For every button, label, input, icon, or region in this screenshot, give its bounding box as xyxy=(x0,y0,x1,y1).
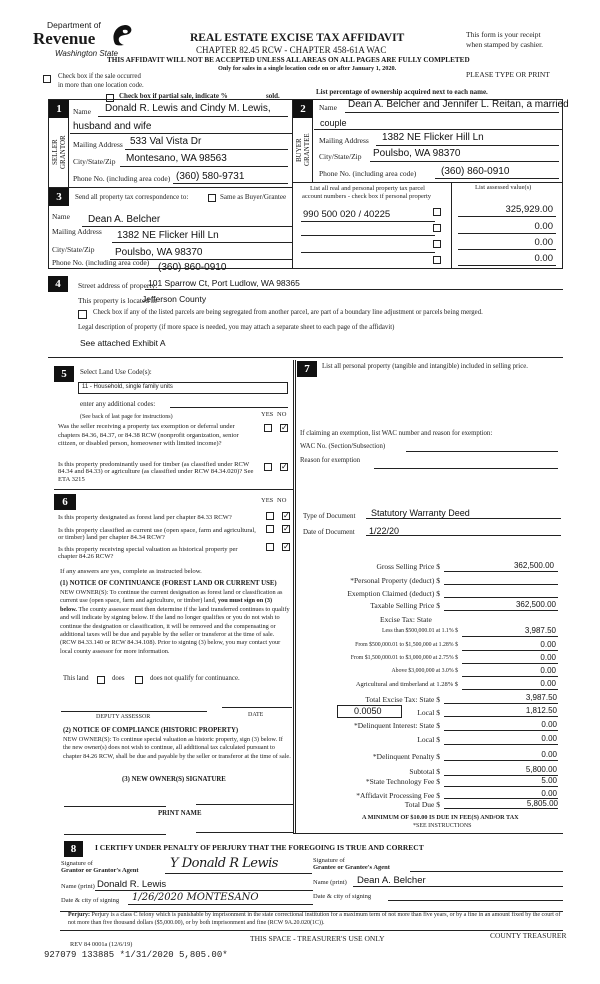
assessor-date-label: DATE xyxy=(248,712,264,718)
delinquent-state-label: *Delinquent Interest: State $ xyxy=(353,721,440,730)
q6-historical-yes[interactable] xyxy=(266,543,274,551)
bracket-ag[interactable]: 0.00 xyxy=(540,679,556,688)
form-only-for: Only for sales in a single location code on or after January 1, 2020. xyxy=(218,65,397,72)
notice-2-title: (2) NOTICE OF COMPLIANCE (HISTORIC PROPERTY) xyxy=(63,727,239,734)
doc-date[interactable]: 1/22/20 xyxy=(369,526,400,536)
q6-forest: Is this property designated as forest land per chapter 84.33 RCW? xyxy=(58,514,232,521)
buyer-city-label: City/State/Zip xyxy=(319,152,362,161)
county-treasurer: COUNTY TREASURER xyxy=(490,931,567,940)
total-state[interactable]: 3,987.50 xyxy=(525,693,557,702)
reason-label: Reason for exemption xyxy=(300,457,361,464)
receipt-note-2: when stamped by cashier. xyxy=(466,40,544,49)
notice-1-body-b: The county assessor must then determine if the land transferred continues to qualify and will indicate by signing below. If the land no longer qualifies or you do not wish to continue the designation or classification, it will be removed and the compensating or additional taxes will be due and payable by the seller or transferor at the time of sale. (RCW 84.33.140 or RCW 84.34.108). Prior to signing (3) below, you may contact your local county assessor for more information. xyxy=(60,605,290,655)
cashier-stamp: 927079 133885 *1/31/2020 5,805.00* xyxy=(44,950,228,960)
buyer-name-line2[interactable]: couple xyxy=(320,118,347,128)
send-correspondence-label: Send all property tax correspondence to: xyxy=(75,193,189,201)
subtotal-label: Subtotal $ xyxy=(409,767,440,776)
corr-name[interactable]: Dean A. Belcher xyxy=(88,214,161,225)
section-7-number: 7 xyxy=(297,361,317,377)
local-tax[interactable]: 1,812.50 xyxy=(525,706,557,715)
receipt-note-1: This form is your receipt xyxy=(466,30,541,39)
land-use-label: Select Land Use Code(s): xyxy=(80,368,152,376)
land-use-select[interactable] xyxy=(78,382,288,394)
does-not-label: does not qualify for continuance. xyxy=(150,675,240,682)
personal-property-deduct-field[interactable] xyxy=(444,584,558,585)
bracket-4-label: Above $3,000,000 at 3.0% $ xyxy=(391,668,458,674)
grantor-signature[interactable]: Y Donald R Lewis xyxy=(170,856,278,871)
personal-property-list-label: List all personal property (tangible and intangible) included in selling price. xyxy=(322,363,528,370)
same-as-buyer-checkbox[interactable] xyxy=(208,194,216,202)
notice-2-body: NEW OWNER(S): To continue special valuation as historic property, sign (3) below. If the new owner(s) does not wish to continue, all additional tax calculated pursuant to chapter 84.26 RCW, shall be due and payable by the seller or transferor at the time of sale. xyxy=(63,736,291,760)
total-due[interactable]: 5,805.00 xyxy=(526,799,558,808)
bracket-ag-label: Agricultural and timberland at 1.28% $ xyxy=(355,681,458,688)
grantee-date-field[interactable] xyxy=(388,900,563,901)
multi-location-label-2: in more than one location code. xyxy=(58,82,144,89)
penalty[interactable]: 0.00 xyxy=(541,750,557,759)
local-label: Local $ xyxy=(417,708,440,717)
assessed-value[interactable]: 325,929.00 xyxy=(505,204,553,215)
section-2-number: 2 xyxy=(293,100,313,118)
partial-sale-sold: sold. xyxy=(266,92,280,100)
q5-exemption: Was the seller receiving a property tax exemption or deferral under chapters 84.36, 84.37, or 84.38 RCW (nonprofit organization, senior citizen, or disabled person, homeowner with limited income)? xyxy=(58,423,239,448)
personal-property-checkbox[interactable] xyxy=(433,240,441,248)
section-5-number: 5 xyxy=(54,366,74,382)
additional-codes-label: enter any additional codes: xyxy=(80,400,156,408)
bracket-2[interactable]: 0.00 xyxy=(540,640,556,649)
delinquent-local[interactable]: 0.00 xyxy=(541,734,557,743)
form-warning: THIS AFFIDAVIT WILL NOT BE ACCEPTED UNLESS ALL AREAS ON ALL PAGES ARE FULLY COMPLETED xyxy=(107,56,470,64)
corr-phone[interactable]: (360) 860-0910 xyxy=(158,262,227,273)
if-any-yes: If any answers are yes, complete as instructed below. xyxy=(60,568,202,575)
notice-1-body-a: NEW OWNER(S): To continue the current designation as forest land or classification as current use (open space, farm and agriculture, or timber) land, xyxy=(60,589,283,605)
buyer-name-line1[interactable]: Dean A. Belcher and Jennifer L. Reitan, a married xyxy=(348,99,569,110)
same-as-buyer-label: Same as Buyer/Grantee xyxy=(220,193,287,201)
perjury-notice xyxy=(68,911,562,927)
processing-fee[interactable]: 0.00 xyxy=(541,789,557,798)
this-land-label: This land xyxy=(63,675,89,682)
form-id: REV 84 0001a (12/6/19) xyxy=(70,941,133,948)
seller-mailing[interactable]: 533 Val Vista Dr xyxy=(130,136,202,147)
q6-current-use-yes[interactable] xyxy=(266,525,274,533)
new-owner-signature-label: (3) NEW OWNER(S) SIGNATURE xyxy=(122,776,226,783)
print-name-label: PRINT NAME xyxy=(158,810,202,817)
taxable-price-label: Taxable Selling Price $ xyxy=(370,601,440,610)
personal-property-deduct-label: *Personal Property (deduct) $ xyxy=(350,576,440,585)
grantee-date-label: Date & city of signing xyxy=(313,893,372,900)
see-back-note: (See back of last page for instructions) xyxy=(80,414,173,420)
grantor-sig-label-1: Signature of xyxy=(61,860,93,867)
delinquent-local-label: Local $ xyxy=(417,735,440,744)
corr-city[interactable]: Poulsbo, WA 98370 xyxy=(115,247,203,258)
form-chapter: CHAPTER 82.45 RCW - CHAPTER 458-61A WAC xyxy=(196,45,387,55)
notice-1-title: (1) NOTICE OF CONTINUANCE (FOREST LAND OR CURRENT USE) xyxy=(60,580,277,587)
seller-phone-label: Phone No. (including area code) xyxy=(73,174,171,183)
penalty-label: *Delinquent Penalty $ xyxy=(372,752,440,761)
q6-historical-no[interactable] xyxy=(282,543,290,551)
grantee-signature-field[interactable] xyxy=(410,871,563,872)
seller-grantor-label: SELLER GRANTOR xyxy=(51,135,67,169)
print-name-line-1[interactable] xyxy=(64,834,166,835)
q6-current-use-no[interactable] xyxy=(282,525,290,533)
legal-description-label: Legal description of property (if more space is needed, you may attach a separate sheet to each page of the affidavit) xyxy=(78,324,395,331)
section-1-number: 1 xyxy=(49,100,69,118)
buyer-phone-label: Phone No. (including area code) xyxy=(319,169,417,178)
delinquent-state[interactable]: 0.00 xyxy=(541,720,557,729)
exemption-label: If claiming an exemption, list WAC number and reason for exemption: xyxy=(300,430,493,437)
land-use-value: 11 - Household, single family units xyxy=(82,384,173,390)
ownership-note: List percentage of ownership acquired next to each name. xyxy=(316,88,488,96)
seller-name-label: Name xyxy=(73,107,91,116)
notice-1-body xyxy=(60,589,290,656)
gross-price[interactable]: 362,500.00 xyxy=(513,561,554,570)
bracket-2-label: From $500,000.01 to $1,500,000 at 1.28% $ xyxy=(355,642,458,648)
buyer-city[interactable]: Poulsbo, WA 98370 xyxy=(373,148,461,159)
total-state-label: Total Excise Tax: State $ xyxy=(365,695,440,704)
seller-name-line1[interactable]: Donald R. Lewis and Cindy M. Lewis, xyxy=(105,103,271,114)
print-name-line-2[interactable] xyxy=(196,832,293,833)
yes-header-5: YES xyxy=(261,411,274,418)
minimum-note: A MINIMUM OF $10.00 IS DUE IN FEE(S) AND/OR TAX xyxy=(362,814,519,821)
street-address[interactable]: 101 Sparrow Ct, Port Ludlow, WA 98365 xyxy=(148,278,300,288)
processing-fee-label: *Affidavit Processing Fee $ xyxy=(356,791,440,800)
yes-header-6: YES xyxy=(261,497,274,504)
parcel-number[interactable]: 990 500 020 / 40225 xyxy=(303,209,391,220)
new-owner-signature-line-1[interactable] xyxy=(64,806,166,807)
grantor-date-label: Date & city of signing xyxy=(61,897,120,904)
tech-fee[interactable]: 5.00 xyxy=(541,776,557,785)
buyer-mailing[interactable]: 1382 NE Flicker Hill Ln xyxy=(382,132,484,143)
notice-1-bold: you must sign on (3) below. xyxy=(60,597,273,613)
grantor-name[interactable]: Donald R. Lewis xyxy=(97,879,167,890)
no-header-6: NO xyxy=(277,497,287,504)
assessed-value[interactable]: 0.00 xyxy=(534,253,553,264)
assessed-value[interactable]: 0.00 xyxy=(534,221,553,232)
section-6-number: 6 xyxy=(54,494,76,510)
seller-phone[interactable]: (360) 580-9731 xyxy=(176,171,245,182)
buyer-mailing-label: Mailing Address xyxy=(319,136,369,145)
assessed-values-header: List assessed value(s) xyxy=(475,184,532,191)
form-title: REAL ESTATE EXCISE TAX AFFIDAVIT xyxy=(190,32,405,44)
additional-codes-field[interactable] xyxy=(170,406,288,408)
doc-date-label: Date of Document xyxy=(303,528,355,536)
bracket-4[interactable]: 0.00 xyxy=(540,666,556,675)
corr-mailing-label: Mailing Address xyxy=(52,227,102,236)
new-owner-signature-line-2[interactable] xyxy=(196,804,293,805)
land-does-checkbox[interactable] xyxy=(97,676,105,684)
bracket-3-label: From $1,500,000.01 to $3,000,000 at 2.75% $ xyxy=(350,655,458,661)
seller-name-line2[interactable]: husband and wife xyxy=(73,121,152,132)
logo-revenue: Revenue xyxy=(33,29,96,48)
seller-city-label: City/State/Zip xyxy=(73,157,116,166)
certify-statement: I CERTIFY UNDER PENALTY OF PERJURY THAT THE FOREGOING IS TRUE AND CORRECT xyxy=(95,843,424,852)
grantee-sig-label-1: Signature of xyxy=(313,857,345,864)
tech-fee-label: *State Technology Fee $ xyxy=(365,777,440,786)
q6-forest-yes[interactable] xyxy=(266,512,274,520)
wac-field[interactable] xyxy=(406,450,558,452)
located-in-label: This property is located in xyxy=(78,296,157,305)
reason-field[interactable] xyxy=(374,467,558,469)
multi-location-label-1: Check box if the sale occurred xyxy=(58,73,141,80)
exemption-deduct-label: Exemption Claimed (deduct) $ xyxy=(347,589,440,598)
doc-type[interactable]: Statutory Warranty Deed xyxy=(371,508,470,518)
q5-exemption-no[interactable] xyxy=(280,424,288,432)
doc-type-label: Type of Document xyxy=(303,512,356,520)
deputy-assessor-label: DEPUTY ASSESSOR xyxy=(96,714,151,720)
grantee-sig-label-2: Grantee or Grantee's Agent xyxy=(313,864,390,871)
grantee-name-label: Name (print) xyxy=(313,879,347,886)
section-4-number: 4 xyxy=(48,276,68,292)
section-3-number: 3 xyxy=(49,188,69,206)
multi-location-checkbox[interactable] xyxy=(43,75,51,83)
local-rate: 0.0050 xyxy=(354,706,382,716)
deputy-assessor-line[interactable] xyxy=(61,711,207,712)
personal-property-checkbox[interactable] xyxy=(433,224,441,232)
buyer-phone[interactable]: (360) 860-0910 xyxy=(441,166,510,177)
land-does-not-checkbox[interactable] xyxy=(135,676,143,684)
taxable-price[interactable]: 362,500.00 xyxy=(515,600,556,609)
buyer-name-label: Name xyxy=(319,103,337,112)
grantor-name-label: Name (print) xyxy=(61,883,95,890)
q6-current-use: Is this property classified as current use (open space, farm and agricultural, or timber) land per chapter 84.34 RCW? xyxy=(58,527,256,542)
partial-sale-label: Check box if partial sale, indicate % xyxy=(119,92,228,100)
q6-historical: Is this property receiving special valuation as historical property per chapter 84.26 RCW? xyxy=(58,546,238,561)
personal-property-checkbox[interactable] xyxy=(433,208,441,216)
total-due-label: Total Due $ xyxy=(404,800,440,809)
parcels-header-2: account numbers - check box if personal property xyxy=(302,193,432,200)
does-label: does xyxy=(112,675,125,682)
perjury-text: Perjury is a class C felony which is punishable by imprisonment in the state correctional institution for a maximum term of not more than five years, or by a fine in an amount fixed by the court of not more than five thousand dollars ($5,000.00), or by both imprisonment and fine (RCW 9A.20.020(1C)). xyxy=(68,912,561,927)
dor-swirl-logo-icon xyxy=(109,22,135,48)
assessor-date-line[interactable] xyxy=(222,707,292,708)
gross-price-label: Gross Selling Price $ xyxy=(376,562,440,571)
assessed-value[interactable]: 0.00 xyxy=(534,237,553,248)
wac-label: WAC No. (Section/Subsection) xyxy=(300,443,386,450)
corr-phone-label: Phone No. (including area code) xyxy=(52,258,150,267)
perjury-bold: Perjury: xyxy=(68,912,90,918)
seller-mailing-label: Mailing Address xyxy=(73,140,123,149)
grantor-sig-label-2: Grantor or Grantor's Agent xyxy=(61,867,139,874)
q5-exemption-yes[interactable] xyxy=(264,424,272,432)
please-type-or-print: PLEASE TYPE OR PRINT xyxy=(466,70,550,79)
corr-name-label: Name xyxy=(52,212,70,221)
q6-forest-no[interactable] xyxy=(282,512,290,520)
bracket-3[interactable]: 0.00 xyxy=(540,653,556,662)
subtotal[interactable]: 5,800.00 xyxy=(525,765,557,774)
bracket-1-label: Less than $500,000.01 at 1.1% $ xyxy=(382,628,458,634)
treasurer-use-only: THIS SPACE - TREASURER'S USE ONLY xyxy=(250,934,385,943)
bracket-1[interactable]: 3,987.50 xyxy=(524,626,556,635)
q5-timber-no[interactable] xyxy=(280,463,288,471)
county[interactable]: Jefferson County xyxy=(142,294,207,304)
personal-property-checkbox[interactable] xyxy=(433,256,441,264)
segregated-note: Check box if any of the listed parcels are being segregated from another parcel, are part of a boundary line adjustment or parcels being merged. xyxy=(93,309,483,316)
q5-timber-yes[interactable] xyxy=(264,463,272,471)
local-rate-box[interactable] xyxy=(337,705,402,718)
seller-city[interactable]: Montesano, WA 98563 xyxy=(126,153,227,164)
parcels-header-1: List all real and personal property tax parcel xyxy=(310,185,425,192)
grantee-name[interactable]: Dean A. Belcher xyxy=(357,875,426,886)
no-header-5: NO xyxy=(277,411,287,418)
corr-mailing[interactable]: 1382 NE Flicker Hill Ln xyxy=(117,230,219,241)
q5-timber: Is this property predominantly used for timber (as classified under RCW 84.34 and 84.33) or agriculture (as classified under RCW 84.34.020)? See ETA 3215 xyxy=(58,461,254,483)
segregated-parcel-checkbox[interactable] xyxy=(78,310,87,319)
section-8-number: 8 xyxy=(64,841,83,857)
logo-dept-of: Department of xyxy=(47,20,101,30)
exemption-deduct-field[interactable] xyxy=(444,597,558,598)
buyer-grantee-label: BUYER GRANTEE xyxy=(295,133,311,167)
dor-logo xyxy=(33,20,143,60)
grantor-date[interactable]: 1/26/2020 MONTESANO xyxy=(132,892,259,903)
corr-city-label: City/State/Zip xyxy=(52,245,95,254)
see-instructions: *SEE INSTRUCTIONS xyxy=(413,823,472,829)
street-address-label: Street address of property: xyxy=(78,281,158,290)
excise-state-label: Excise Tax: State xyxy=(380,615,432,624)
logo-state: Washington State xyxy=(55,49,119,58)
legal-description[interactable]: See attached Exhibit A xyxy=(80,338,166,348)
